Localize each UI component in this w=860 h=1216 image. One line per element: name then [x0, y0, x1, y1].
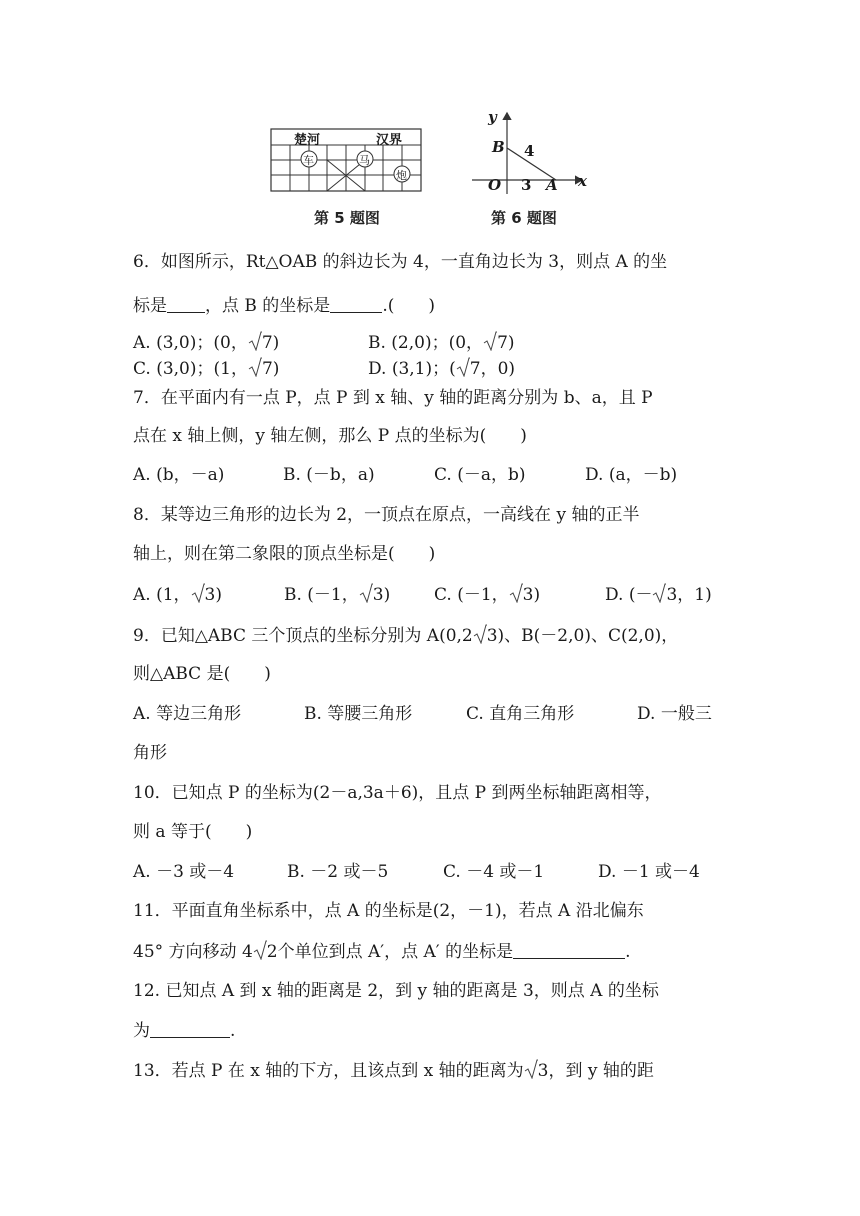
option-text: 7)	[261, 359, 280, 379]
q8-option-a	[133, 583, 222, 606]
option-text: D. (3,1)；(	[368, 359, 456, 379]
hypotenuse-length-label: 4	[524, 142, 535, 160]
option-text: D. (－	[605, 585, 653, 605]
q10-option-a: A. －3 或－4	[133, 862, 235, 882]
figure-6-caption: 第 6 题图	[491, 209, 557, 227]
q12-line-1: 12. 已知点 A 到 x 轴的距离是 2，到 y 轴的距离是 3，则点 A 的坐标	[133, 981, 659, 1001]
option-text: A. (3,0)；(0，	[133, 333, 248, 353]
q13-text: 3，到 y 轴的距	[537, 1061, 654, 1081]
q7-option-d: D. (a，－b)	[585, 465, 678, 485]
q9-line-2: 则△ABC 是( )	[133, 664, 271, 684]
option-text: 7)	[261, 333, 280, 353]
q6-option-c	[133, 357, 279, 380]
answer-blank	[330, 294, 382, 313]
answer-blank	[513, 940, 625, 959]
q10-line-2: 则 a 等于( )	[133, 822, 253, 842]
chess-piece-ma: 马	[359, 154, 370, 167]
q7-option-b: B. (－b，a)	[283, 465, 375, 485]
figure-5-caption: 第 5 题图	[314, 209, 380, 227]
option-text: C. (－1，	[434, 585, 509, 605]
answer-blank	[150, 1019, 230, 1038]
leg-length-label: 3	[521, 176, 532, 194]
q12-line-2	[133, 1019, 235, 1042]
q9-text: 9．已知△ABC 三个顶点的坐标分别为 A(0,2	[133, 626, 473, 646]
q12-text: 为	[133, 1021, 150, 1041]
q9-option-a: A. 等边三角形	[133, 704, 242, 724]
q7-option-c: C. (－a，b)	[434, 465, 526, 485]
q9-text: 3)、B(－2,0)、C(2,0)，	[486, 626, 679, 646]
option-text: B. (－1，	[284, 585, 359, 605]
axis-label-x: x	[578, 172, 587, 190]
q10-line-1: 10．已知点 P 的坐标为(2－a,3a＋6)，且点 P 到两坐标轴距离相等，	[133, 783, 662, 803]
point-label-b: B	[492, 138, 505, 156]
sqrt-icon	[652, 583, 666, 603]
answer-blank	[167, 294, 205, 313]
q7-line-1: 7．在平面内有一点 P，点 P 到 x 轴、y 轴的距离分别为 b、a，且 P	[133, 388, 653, 408]
q9-option-d: D. 一般三	[637, 704, 712, 724]
q11-line-2	[133, 940, 630, 963]
q13-line-1	[133, 1059, 654, 1082]
sqrt-icon	[359, 583, 373, 603]
option-text: B. (2,0)；(0，	[368, 333, 484, 353]
river-label-han: 汉界	[376, 133, 403, 148]
sqrt-icon	[473, 624, 487, 644]
q9-line-1	[133, 624, 678, 647]
q8-option-d	[605, 583, 712, 606]
sqrt-icon	[253, 940, 267, 960]
option-text: 3)	[372, 585, 391, 605]
option-text: A. (1，	[133, 585, 191, 605]
sqrt-icon	[524, 1059, 538, 1079]
q6-text: ，点 B 的坐标是	[205, 296, 331, 316]
q8-option-c	[434, 583, 540, 606]
q6-text: .( )	[382, 296, 435, 316]
q10-option-c: C. －4 或－1	[443, 862, 545, 882]
sqrt-icon	[248, 331, 262, 351]
q10-option-b: B. －2 或－5	[287, 862, 389, 882]
option-text: 3)	[204, 585, 222, 605]
option-text: 3)	[522, 585, 541, 605]
river-label-chu: 楚河	[294, 133, 321, 148]
q9-option-b: B. 等腰三角形	[304, 704, 413, 724]
sqrt-icon	[248, 357, 262, 377]
option-text: C. (3,0)；(1，	[133, 359, 248, 379]
q7-line-2: 点在 x 轴上侧，y 轴左侧，那么 P 点的坐标为( )	[133, 426, 527, 446]
option-text: 7)	[497, 333, 515, 353]
sqrt-icon	[483, 331, 497, 351]
q9-option-c: C. 直角三角形	[466, 704, 575, 724]
chess-piece-che: 车	[303, 154, 314, 167]
axis-label-y: y	[488, 108, 497, 126]
option-text: 3，1)	[666, 585, 712, 605]
q8-line-2: 轴上，则在第二象限的顶点坐标是( )	[133, 544, 436, 564]
q11-text: 45° 方向移动 4	[133, 942, 253, 962]
q13-text: 13．若点 P 在 x 轴的下方，且该点到 x 轴的距离为	[133, 1061, 524, 1081]
q10-option-d: D. －1 或－4	[598, 862, 700, 882]
q6-option-b	[368, 331, 515, 354]
q8-option-b	[284, 583, 390, 606]
q6-option-a	[133, 331, 279, 354]
q12-text: .	[230, 1021, 236, 1041]
q9-line-4: 角形	[133, 743, 167, 763]
chess-piece-pao: 炮	[396, 169, 407, 182]
figure-5-chessboard	[270, 126, 430, 200]
point-label-a: A	[546, 176, 558, 194]
q6-text: 标是	[133, 296, 167, 316]
q8-line-1: 8．某等边三角形的边长为 2，一顶点在原点，一高线在 y 轴的正半	[133, 505, 640, 525]
sqrt-icon	[509, 583, 523, 603]
q11-text: 2个单位到点 A′，点 A′ 的坐标是	[266, 942, 514, 962]
q11-text: .	[625, 942, 631, 962]
q11-line-1: 11．平面直角坐标系中，点 A 的坐标是(2，－1)，若点 A 沿北偏东	[133, 901, 644, 921]
sqrt-icon	[456, 357, 470, 377]
q6-option-d	[368, 357, 515, 380]
sqrt-icon	[191, 583, 205, 603]
point-label-o: O	[488, 176, 502, 194]
q6-line-1: 6．如图所示，Rt△OAB 的斜边长为 4，一直角边长为 3，则点 A 的坐	[133, 252, 668, 272]
q7-option-a: A. (b，－a)	[133, 465, 225, 485]
q6-line-2	[133, 294, 435, 317]
option-text: 7，0)	[469, 359, 516, 379]
figure-6-triangle	[470, 108, 590, 202]
